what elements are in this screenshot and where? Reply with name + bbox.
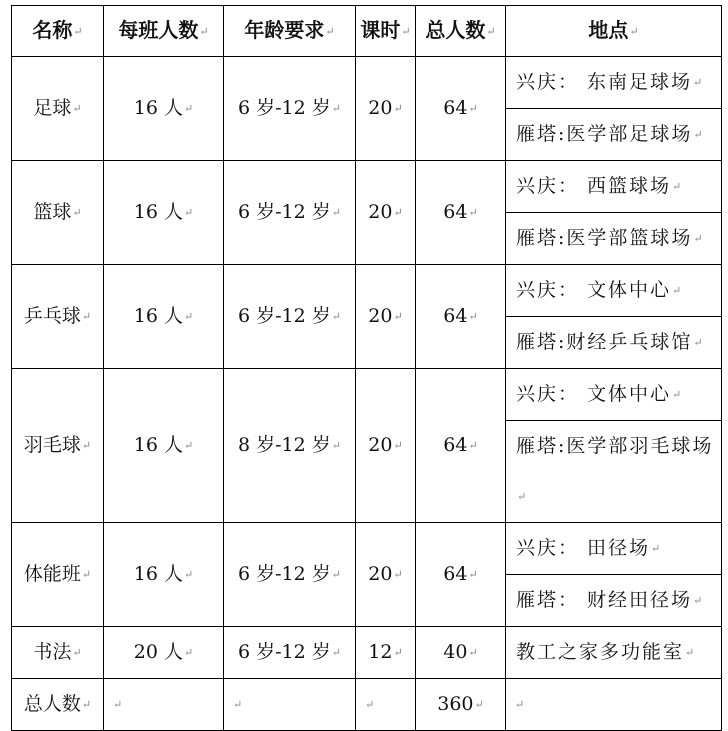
cell-hours: 12↵ (356, 627, 416, 679)
cell-total: 64↵ (416, 369, 506, 523)
cell-location: 雁塔:医学部足球场↵ (506, 109, 722, 161)
header-row (12, 6, 722, 57)
header-name: 名称↵ (12, 6, 104, 57)
cell-name: 篮球↵ (12, 161, 104, 265)
header-location: 地点↵ (506, 6, 722, 57)
cell-name: 乒乓球↵ (12, 265, 104, 369)
cell-location: 雁塔:医学部篮球场↵ (506, 213, 722, 265)
table-row (12, 627, 722, 679)
table-row (12, 265, 722, 317)
cell-total: 64↵ (416, 161, 506, 265)
header-hours: 课时↵ (356, 6, 416, 57)
cell-name: 书法↵ (12, 627, 104, 679)
cell-age: 6 岁-12 岁↵ (224, 57, 356, 161)
empty-cell: ↵ (104, 679, 224, 731)
cell-location: 兴庆： 东南足球场↵ (506, 57, 722, 109)
summary-label: 总人数↵ (12, 679, 104, 731)
cell-age: 6 岁-12 岁↵ (224, 265, 356, 369)
cell-location: 雁塔:医学部羽毛球场↵ (506, 421, 722, 523)
schedule-table-container (11, 5, 722, 731)
table-row (12, 161, 722, 213)
cell-per-class: 20 人↵ (104, 627, 224, 679)
cell-age: 6 岁-12 岁↵ (224, 627, 356, 679)
table-row (12, 523, 722, 575)
course-table (11, 5, 722, 731)
cell-hours: 20↵ (356, 369, 416, 523)
header-age: 年龄要求↵ (224, 6, 356, 57)
empty-cell: ↵ (356, 679, 416, 731)
cell-hours: 20↵ (356, 161, 416, 265)
cell-location: 雁塔： 财经田径场↵ (506, 575, 722, 627)
cell-age: 6 岁-12 岁↵ (224, 523, 356, 627)
cell-location: 兴庆： 西篮球场↵ (506, 161, 722, 213)
table-row (12, 57, 722, 109)
cell-total: 64↵ (416, 523, 506, 627)
cell-per-class: 16 人↵ (104, 57, 224, 161)
cell-age: 6 岁-12 岁↵ (224, 161, 356, 265)
cell-name: 足球↵ (12, 57, 104, 161)
cell-hours: 20↵ (356, 57, 416, 161)
cell-total: 40↵ (416, 627, 506, 679)
cell-name: 羽毛球↵ (12, 369, 104, 523)
table-row (12, 369, 722, 421)
cell-location: 兴庆： 田径场↵ (506, 523, 722, 575)
cell-location: 兴庆： 文体中心↵ (506, 369, 722, 421)
empty-cell: ↵ (224, 679, 356, 731)
cell-age: 8 岁-12 岁↵ (224, 369, 356, 523)
cell-per-class: 16 人↵ (104, 265, 224, 369)
cell-per-class: 16 人↵ (104, 369, 224, 523)
empty-cell: ↵ (506, 679, 722, 731)
cell-per-class: 16 人↵ (104, 523, 224, 627)
cell-per-class: 16 人↵ (104, 161, 224, 265)
cell-location: 教工之家多功能室↵ (506, 627, 722, 679)
cell-total: 64↵ (416, 265, 506, 369)
cell-hours: 20↵ (356, 523, 416, 627)
cell-name: 体能班↵ (12, 523, 104, 627)
header-per-class: 每班人数↵ (104, 6, 224, 57)
cell-hours: 20↵ (356, 265, 416, 369)
header-total: 总人数↵ (416, 6, 506, 57)
cell-total: 64↵ (416, 57, 506, 161)
summary-total: 360↵ (416, 679, 506, 731)
cell-location: 雁塔:财经乒乓球馆↵ (506, 317, 722, 369)
cell-location: 兴庆： 文体中心↵ (506, 265, 722, 317)
